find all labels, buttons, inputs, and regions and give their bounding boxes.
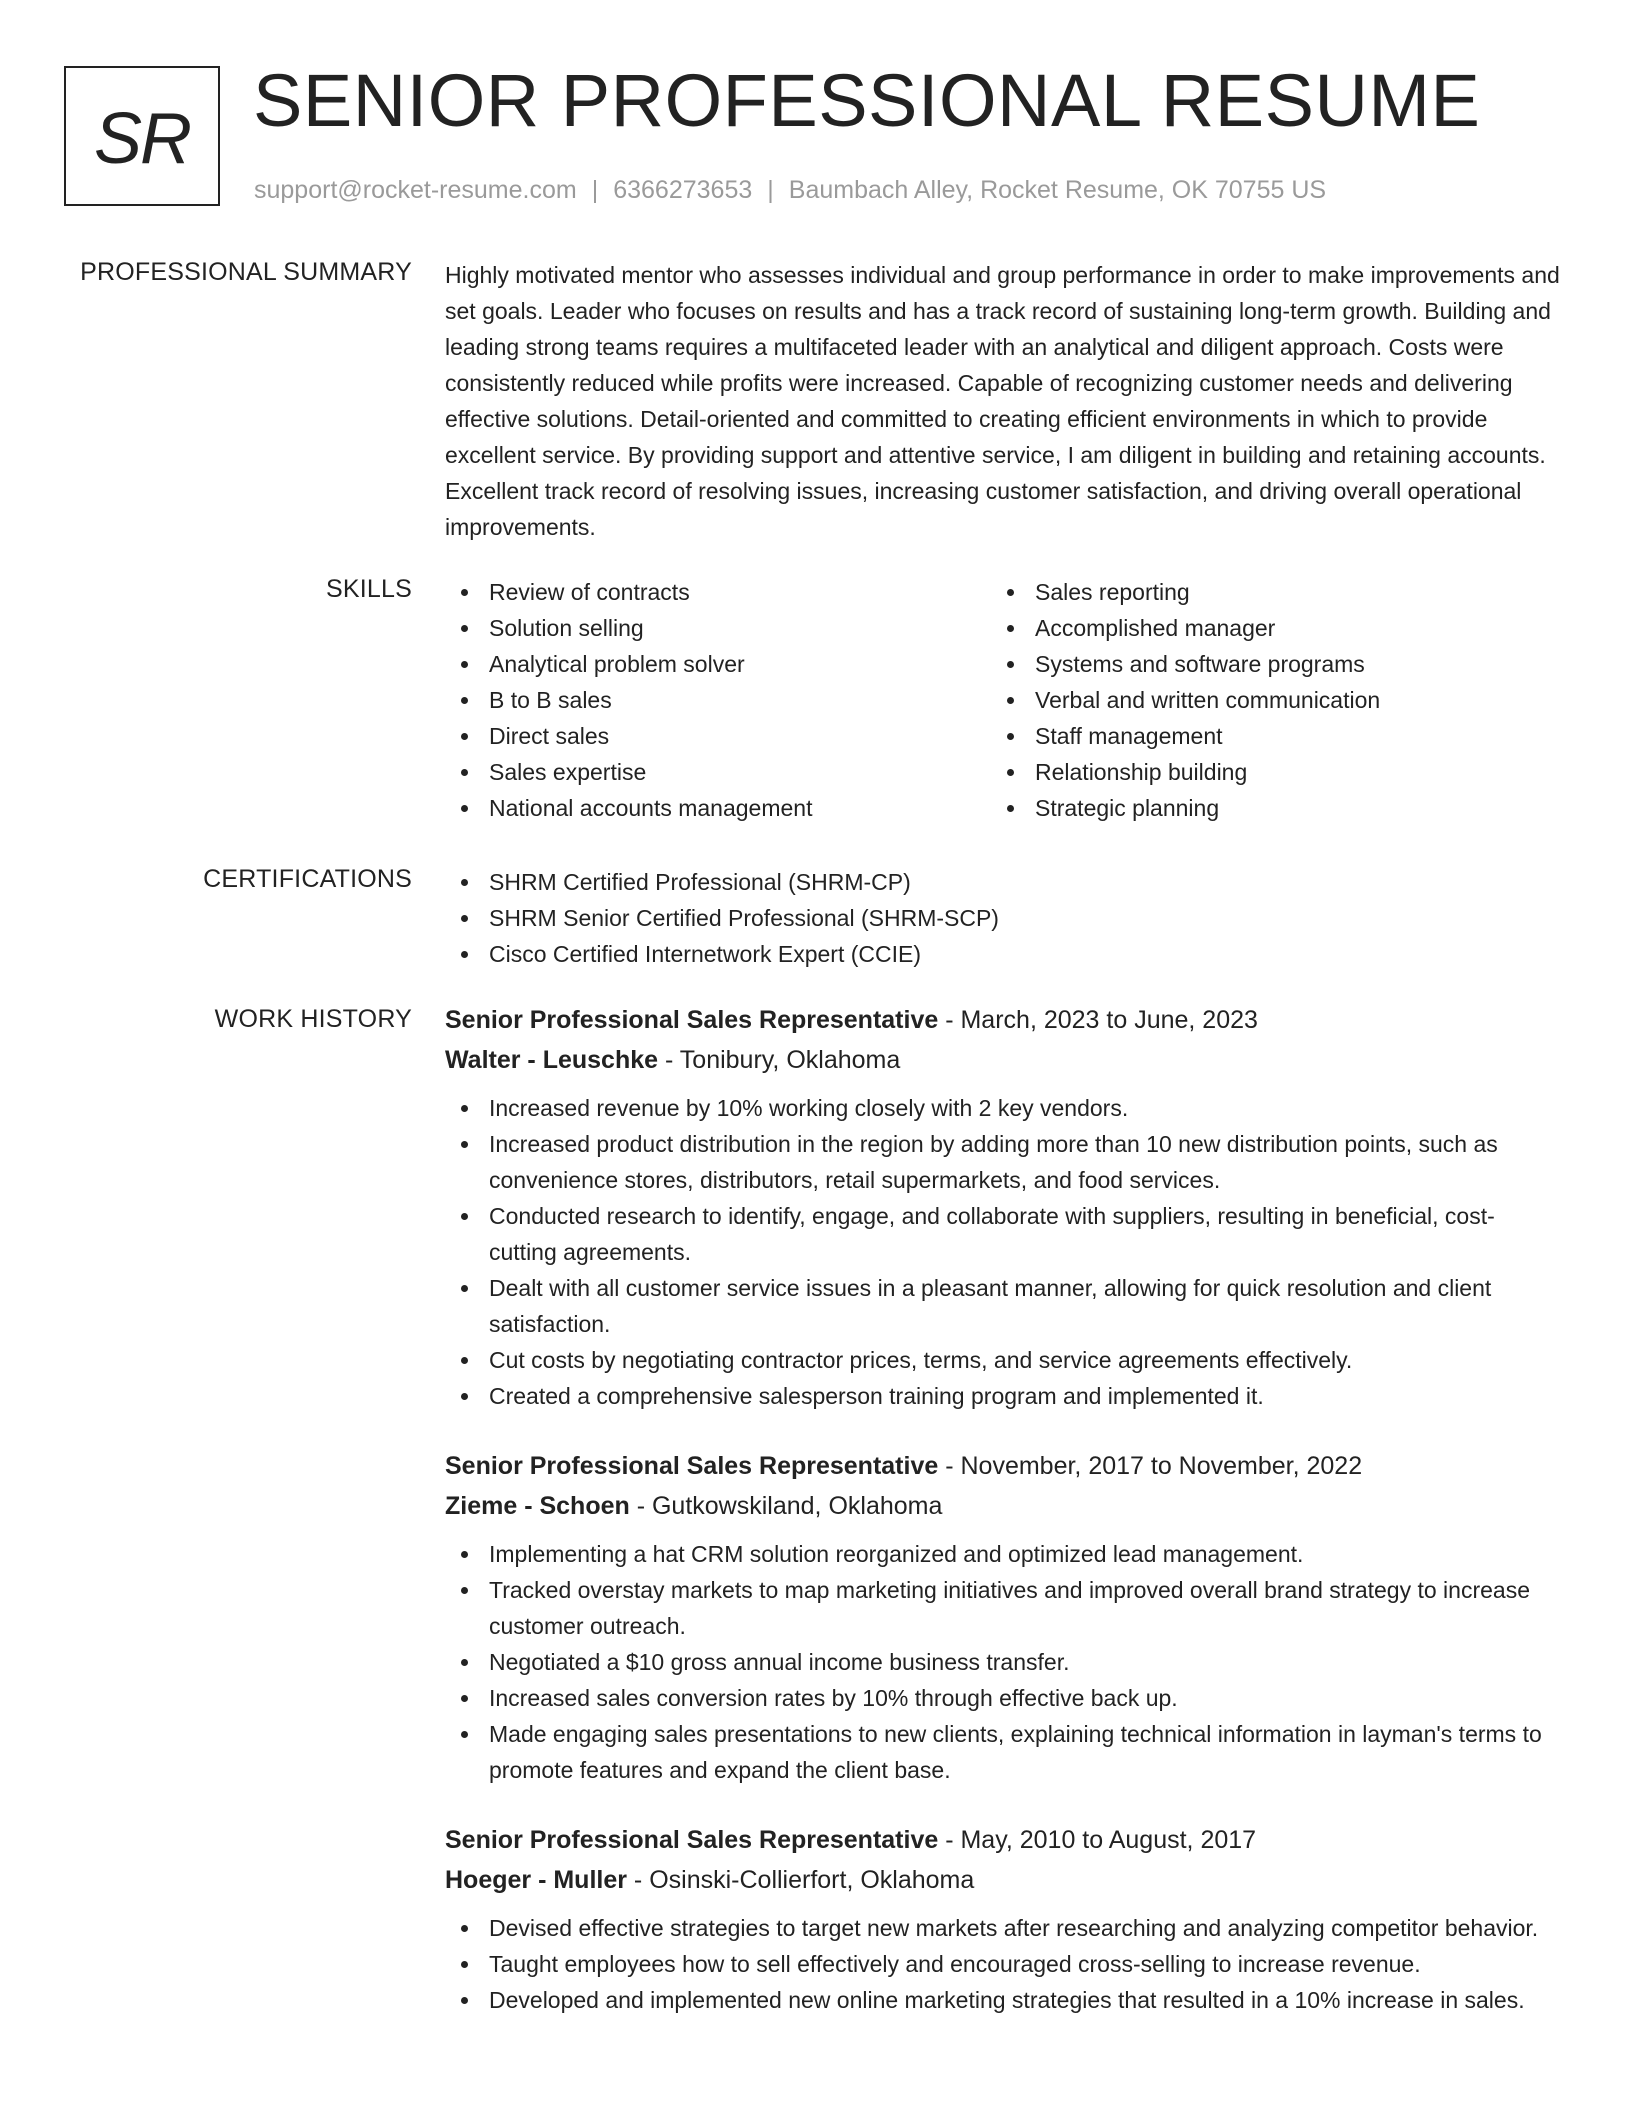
skill-item: Analytical problem solver <box>445 646 991 682</box>
job-title-line <box>445 1820 1560 1860</box>
job-bullets <box>445 1536 1560 1788</box>
contact-address: Baumbach Alley, Rocket Resume, OK 70755 US <box>788 176 1327 204</box>
job-bullet: Tracked overstay markets to map marketing initiatives and improved overall brand strategy to increase customer outreach. <box>445 1572 1560 1644</box>
contact-phone: 6366273653 <box>613 176 753 204</box>
job-bullet: Increased sales conversion rates by 10% through effective back up. <box>445 1680 1560 1716</box>
skill-item: Strategic planning <box>991 790 1537 826</box>
skill-item: National accounts management <box>445 790 991 826</box>
summary-section <box>445 257 1560 545</box>
job-bullet: Implementing a hat CRM solution reorganized and optimized lead management. <box>445 1536 1560 1572</box>
job-dates: - March, 2023 to June, 2023 <box>938 1006 1258 1034</box>
skills-grid <box>445 574 1560 826</box>
job-bullet: Increased revenue by 10% working closely with 2 key vendors. <box>445 1090 1560 1126</box>
job-bullet: Developed and implemented new online marketing strategies that resulted in a 10% increase in sales. <box>445 1982 1560 2018</box>
job-company-line <box>445 1040 1560 1080</box>
skills-list-right <box>991 574 1537 826</box>
job-dates: - May, 2010 to August, 2017 <box>938 1826 1257 1854</box>
job-bullet: Created a comprehensive salesperson training program and implemented it. <box>445 1378 1560 1414</box>
skill-item: Sales reporting <box>991 574 1537 610</box>
skills-list-left <box>445 574 991 826</box>
job-entry <box>445 1000 1560 1414</box>
job-bullets <box>445 1910 1560 2018</box>
job-title-line <box>445 1446 1560 1486</box>
job-bullet: Negotiated a $10 gross annual income business transfer. <box>445 1644 1560 1680</box>
job-company-line <box>445 1486 1560 1526</box>
skill-item: Verbal and written communication <box>991 682 1537 718</box>
job-bullet: Cut costs by negotiating contractor prices, terms, and service agreements effectively. <box>445 1342 1560 1378</box>
contact-separator: | <box>591 176 599 204</box>
job-bullet: Devised effective strategies to target new markets after researching and analyzing competitor behavior. <box>445 1910 1560 1946</box>
skill-item: Staff management <box>991 718 1537 754</box>
job-title: Senior Professional Sales Representative <box>445 1006 939 1034</box>
job-bullet: Increased product distribution in the region by adding more than 10 new distribution points, such as convenience stores, distributors, retail supermarkets, and food services. <box>445 1126 1560 1198</box>
skill-item: Relationship building <box>991 754 1537 790</box>
certifications-list <box>445 864 1560 972</box>
job-company: Zieme - Schoen <box>445 1492 630 1520</box>
job-bullet: Conducted research to identify, engage, and collaborate with suppliers, resulting in beneficial, cost-cutting agreements. <box>445 1198 1560 1270</box>
summary-heading: PROFESSIONAL SUMMARY <box>80 258 412 286</box>
resume-title: SENIOR PROFESSIONAL RESUME <box>253 59 1481 142</box>
job-bullets <box>445 1090 1560 1414</box>
job-company: Hoeger - Muller <box>445 1866 627 1894</box>
job-dates: - November, 2017 to November, 2022 <box>938 1452 1363 1480</box>
job-bullet: Taught employees how to sell effectively and encouraged cross-selling to increase revenue. <box>445 1946 1560 1982</box>
job-location: - Tonibury, Oklahoma <box>658 1046 901 1074</box>
job-title: Senior Professional Sales Representative <box>445 1826 939 1854</box>
certification-item: SHRM Senior Certified Professional (SHRM-SCP) <box>445 900 1560 936</box>
job-bullet: Dealt with all customer service issues in a pleasant manner, allowing for quick resolution and client satisfaction. <box>445 1270 1560 1342</box>
job-company-line <box>445 1860 1560 1900</box>
skill-item: Sales expertise <box>445 754 991 790</box>
job-location: - Gutkowskiland, Oklahoma <box>629 1492 943 1520</box>
job-company: Walter - Leuschke <box>445 1046 659 1074</box>
skill-item: Review of contracts <box>445 574 991 610</box>
skills-section <box>445 574 1560 826</box>
job-title-line <box>445 1000 1560 1040</box>
summary-text: Highly motivated mentor who assesses individual and group performance in order to make improvements and set goals. Leader who focuses on results and has a track record of sustaining long-term growth. Building and leading strong teams requires a multifaceted leader with an analytical and diligent approach. Costs were consistently reduced while profits were increased. Capable of recognizing customer needs and delivering effective solutions. Detail-oriented and committed to creating efficient environments in which to provide excellent service. By providing support and attentive service, I am diligent in building and retaining accounts. Excellent track record of resolving issues, increasing customer satisfaction, and driving overall operational improvements. <box>445 262 1560 540</box>
skills-heading: SKILLS <box>326 575 412 603</box>
job-bullet: Made engaging sales presentations to new clients, explaining technical information in layman's terms to promote features and expand the client base. <box>445 1716 1560 1788</box>
job-location: - Osinski-Collierfort, Oklahoma <box>626 1866 975 1894</box>
certifications-heading: CERTIFICATIONS <box>203 865 412 893</box>
work-history-section <box>445 1000 1560 2050</box>
contact-line <box>254 174 1326 206</box>
skill-item: Solution selling <box>445 610 991 646</box>
certification-item: Cisco Certified Internetwork Expert (CCIE) <box>445 936 1560 972</box>
skill-item: Systems and software programs <box>991 646 1537 682</box>
work-history-heading: WORK HISTORY <box>214 1005 412 1033</box>
job-entry <box>445 1820 1560 2018</box>
contact-separator: | <box>767 176 774 204</box>
certification-item: SHRM Certified Professional (SHRM-CP) <box>445 864 1560 900</box>
job-entry <box>445 1446 1560 1788</box>
certifications-section <box>445 864 1560 972</box>
monogram-logo: SR <box>64 66 220 206</box>
job-title: Senior Professional Sales Representative <box>445 1452 939 1480</box>
skill-item: Direct sales <box>445 718 991 754</box>
skill-item: Accomplished manager <box>991 610 1537 646</box>
skill-item: B to B sales <box>445 682 991 718</box>
contact-email: support@rocket-resume.com <box>254 176 577 204</box>
